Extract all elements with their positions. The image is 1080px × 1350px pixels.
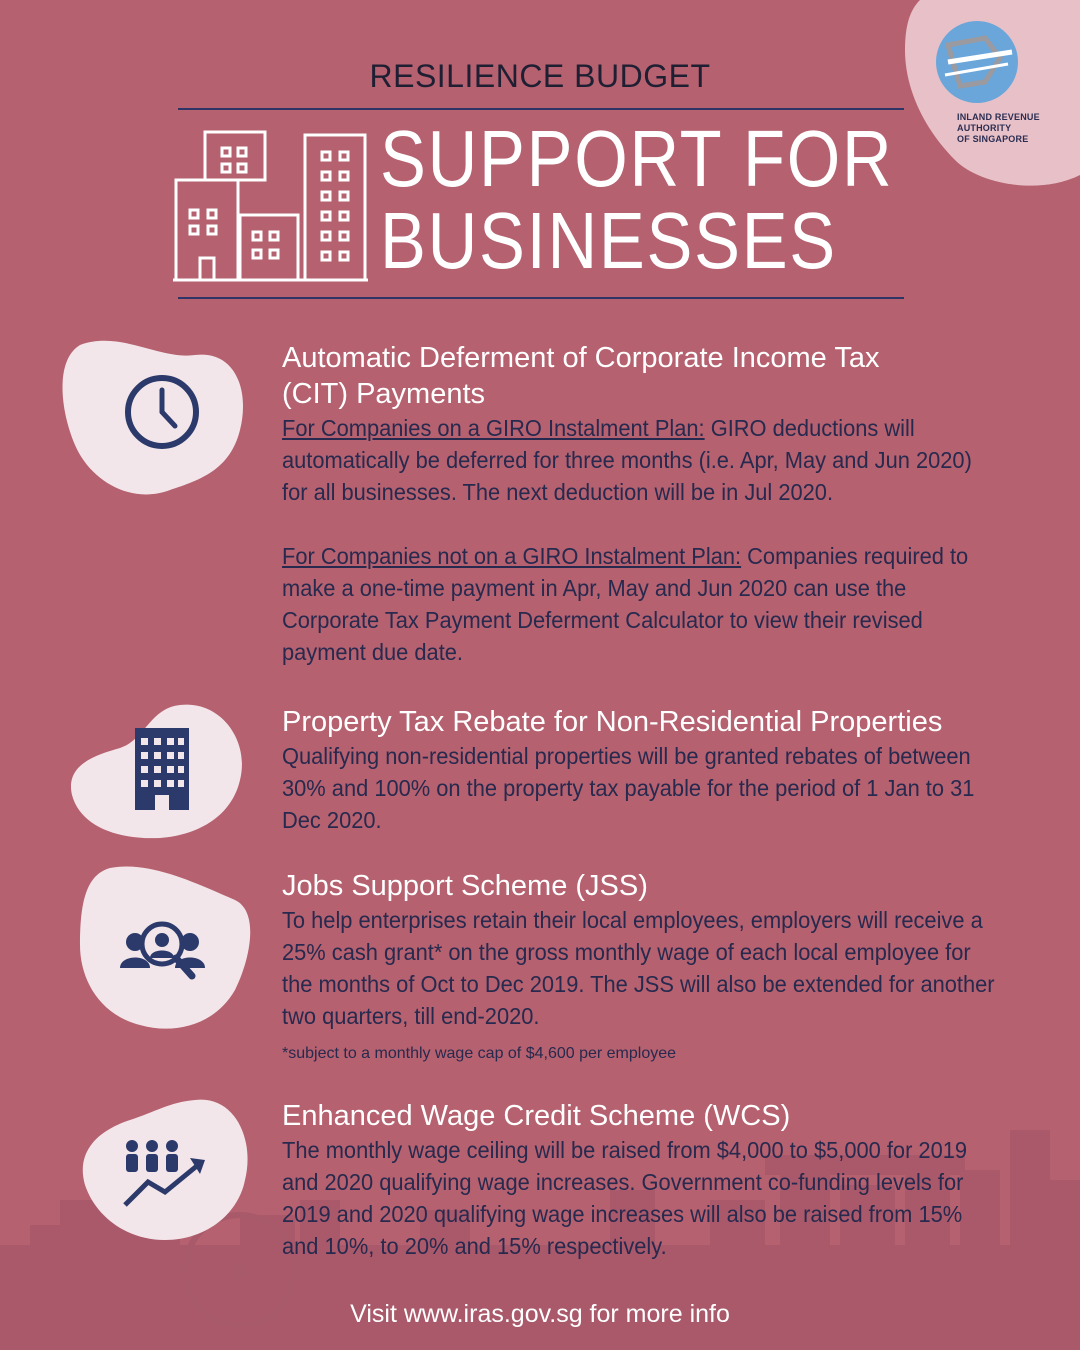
- section-jobs-support-scheme: [282, 868, 1002, 1032]
- logo-line-2: AUTHORITY: [957, 123, 1012, 133]
- section-icons: [0, 0, 280, 1260]
- section-title: Enhanced Wage Credit Scheme (WCS): [282, 1100, 791, 1132]
- logo-line-1: INLAND REVENUE: [957, 112, 1040, 122]
- section-body: Qualifying non-residential properties will be granted rebates of between 30% and 100% on the property tax payable for the period of 1 Jan to 31 Dec 2020.: [282, 743, 975, 833]
- page-title-line-2: BUSINESSES: [380, 196, 837, 285]
- section-title: Property Tax Rebate for Non-Residential Properties: [282, 706, 943, 738]
- jss-footnote: *subject to a monthly wage cap of $4,600 per employee: [282, 1045, 677, 1062]
- office-building-icon: [135, 728, 189, 810]
- page-kicker: RESILIENCE BUDGET: [369, 58, 711, 94]
- logo-line-3: OF SINGAPORE: [957, 134, 1029, 144]
- section-body: To help enterprises retain their local employees, employers will receive a 25% cash grant* on the gross monthly wage of each local employee for the months of Oct to Dec 2019. The JSS will also be extended for another two quarters, till end-2020.: [282, 907, 995, 1029]
- logo-text: [957, 112, 1040, 145]
- section-title: Jobs Support Scheme (JSS): [282, 870, 648, 902]
- page-title-line-1: SUPPORT FOR: [380, 114, 894, 203]
- blob-1: [63, 341, 244, 495]
- section-title: [282, 340, 1002, 412]
- section-wage-credit-scheme: [282, 1098, 1002, 1262]
- non-giro-plan-text: Companies required to make a one-time payment in Apr, May and Jun 2020 can use the Corporate Tax Payment Deferment Calculator to view their revised payment due date.: [282, 543, 969, 665]
- blob-4: [83, 1100, 248, 1240]
- footer-link-text: Visit www.iras.gov.sg for more info: [350, 1300, 730, 1328]
- section-body: [282, 412, 1002, 668]
- section-cit-deferment: [282, 340, 1002, 668]
- section-property-tax-rebate: [282, 704, 1002, 836]
- page-title: [380, 114, 894, 285]
- section-title-line-2: (CIT) Payments: [282, 378, 486, 410]
- non-giro-plan-label: For Companies not on a GIRO Instalment Plan:: [282, 543, 742, 569]
- giro-plan-text: GIRO deductions will automatically be deferred for three months (i.e. Apr, May and Jun 2020) for all businesses. The next deduction will be in Jul 2020.: [282, 415, 972, 505]
- giro-plan-label: For Companies on a GIRO Instalment Plan:: [282, 415, 705, 441]
- section-body: The monthly wage ceiling will be raised from $4,000 to $5,000 for 2019 and 2020 qualifying wage increases. Government co-funding levels for 2019 and 2020 qualifying wage increases will also be raised from 15% and 10%, to 20% and 15% respectively.: [282, 1137, 968, 1259]
- section-title-line-1: Automatic Deferment of Corporate Income Tax: [282, 342, 880, 374]
